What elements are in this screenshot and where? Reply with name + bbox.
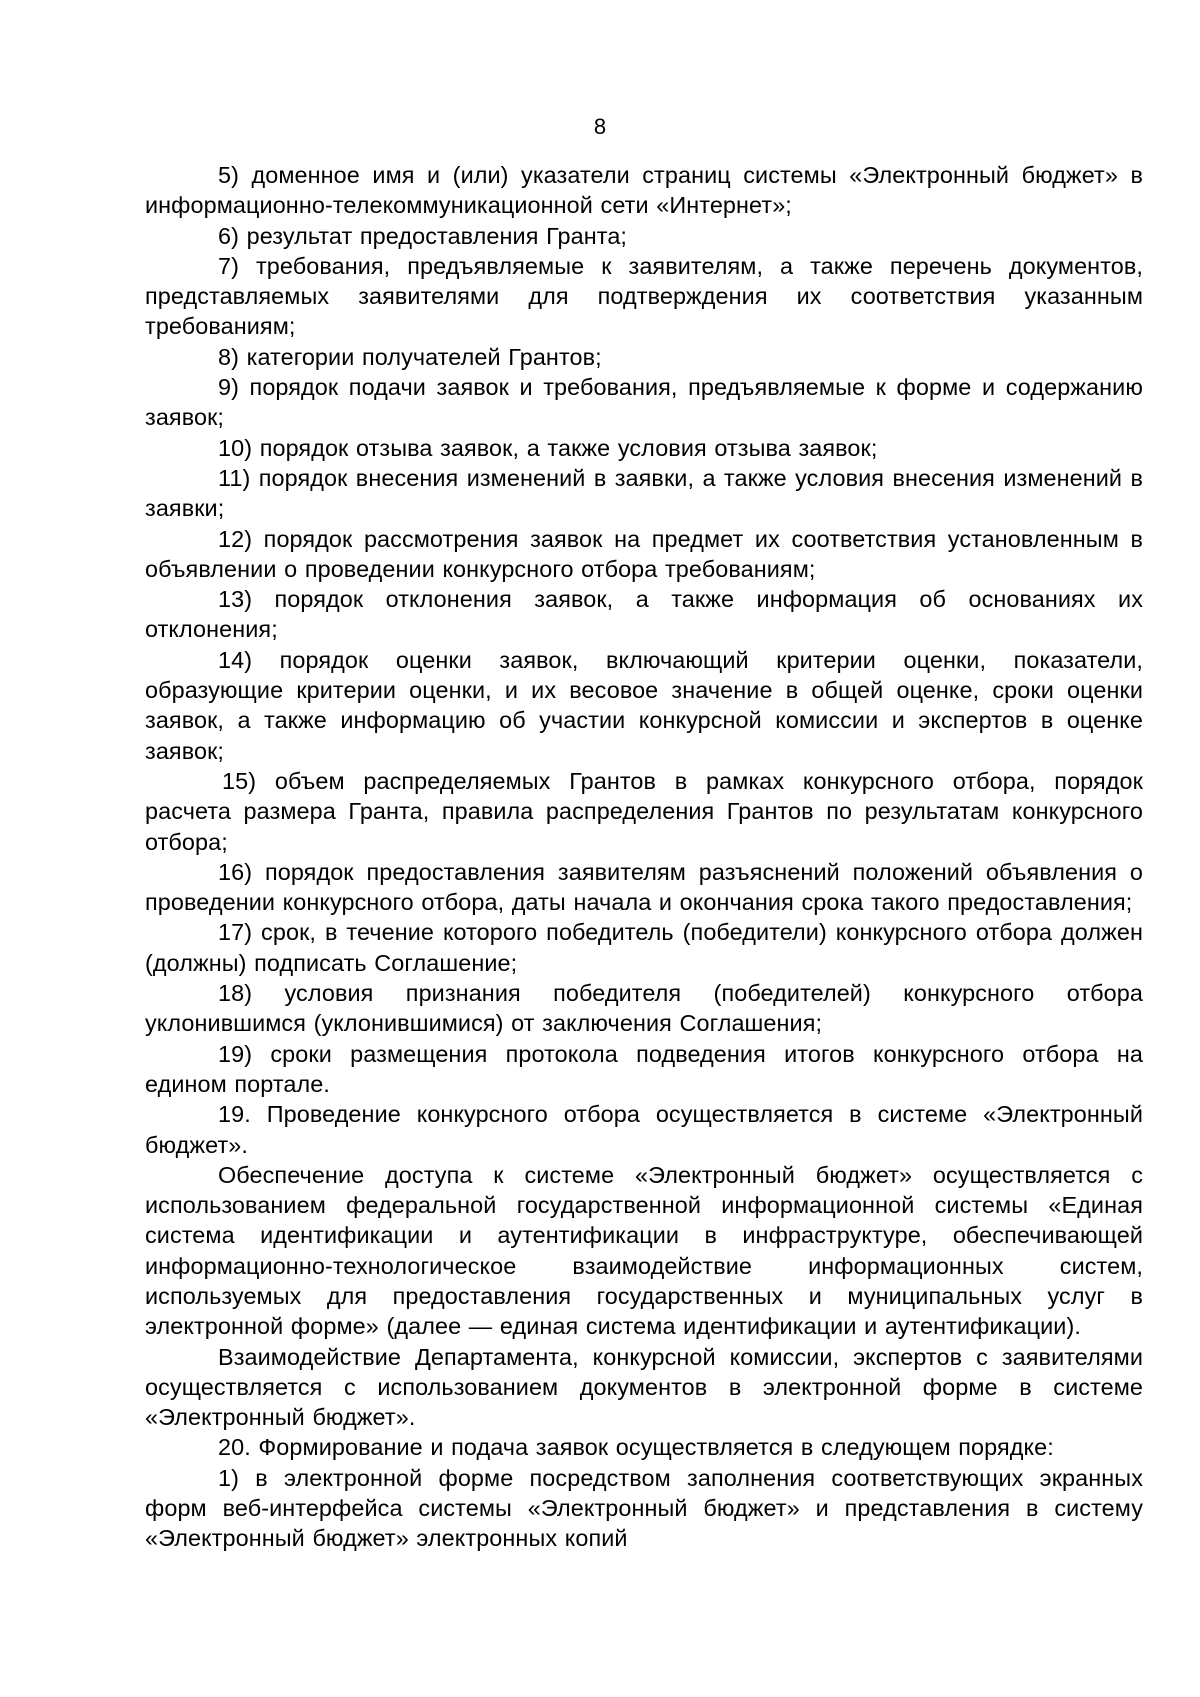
list-item-5-domain-name: 5) доменное имя и (или) указатели страниц системы «Электронный бюджет» в информационно-телекоммуникационной сети «Интернет»; bbox=[145, 162, 1143, 219]
list-item-9-submission-procedure: 9) порядок подачи заявок и требования, предъявляемые к форме и содержанию заявок; bbox=[145, 374, 1143, 431]
section-20-application-procedure: 20. Формирование и подача заявок осуществляется в следующем порядке: bbox=[218, 1434, 1054, 1461]
paragraph-system-access: Обеспечение доступа к системе «Электронный бюджет» осуществляется с использованием федеральной государственной информационной системы «Единая система идентификации и аутентификации в инфраструктуре, обеспечивающей информационно-технологическое взаимодействие информационных систем, используемых для предоставления государственных и муниципальных услуг в электронной форме» (далее — единая система идентификации и аутентификации). bbox=[145, 1161, 1143, 1340]
list-item-15-grant-volume: 15) объем распределяемых Грантов в рамках конкурсного отбора, порядок расчета размера Гранта, правила распределения Грантов по результатам конкурсного отбора; bbox=[145, 767, 1143, 855]
page-number: 8 bbox=[593, 114, 607, 139]
list-item-12-review-procedure: 12) порядок рассмотрения заявок на предмет их соответствия установленным в объявлении о проведении конкурсного отбора требованиям; bbox=[145, 525, 1143, 582]
document-body bbox=[145, 160, 1143, 1554]
list-item-18-evasion-conditions: 18) условия признания победителя (победителей) конкурсного отбора уклонившимся (уклонившимися) от заключения Соглашения; bbox=[145, 980, 1143, 1037]
list-item-14-evaluation-procedure: 14) порядок оценки заявок, включающий критерии оценки, показатели, образующие критерии оценки, и их весовое значение в общей оценке, сроки оценки заявок, а также информацию об участии конкурсной комиссии и экспертов в оценке заявок; bbox=[145, 646, 1143, 764]
section-19-selection-system: 19. Проведение конкурсного отбора осуществляется в системе «Электронный бюджет». bbox=[145, 1101, 1143, 1158]
list-item-16-clarification-procedure: 16) порядок предоставления заявителям разъяснений положений объявления о проведении конкурсного отбора, даты начала и окончания срока такого предоставления; bbox=[145, 858, 1143, 916]
list-item-6-grant-result: 6) результат предоставления Гранта; bbox=[218, 222, 628, 249]
list-item-17-signing-deadline: 17) срок, в течение которого победитель (победители) конкурсного отбора должен (должны) подписать Соглашение; bbox=[145, 919, 1143, 976]
list-item-10-withdrawal-procedure: 10) порядок отзыва заявок, а также условия отзыва заявок; bbox=[218, 434, 878, 461]
paragraph-interaction: Взаимодействие Департамента, конкурсной комиссии, экспертов с заявителями осуществляется с использованием документов в электронной форме в системе «Электронный бюджет». bbox=[145, 1343, 1143, 1431]
list-item-7-applicant-requirements: 7) требования, предъявляемые к заявителям, а также перечень документов, представляемых заявителями для подтверждения их соответствия указанным требованиям; bbox=[145, 252, 1143, 340]
list-item-19-protocol-publication: 19) сроки размещения протокола подведения итогов конкурсного отбора на едином портале. bbox=[145, 1040, 1143, 1097]
list-item-11-amendment-procedure: 11) порядок внесения изменений в заявки, а также условия внесения изменений в заявки; bbox=[145, 464, 1143, 522]
list-item-13-rejection-procedure: 13) порядок отклонения заявок, а также информация об основаниях их отклонения; bbox=[145, 586, 1143, 643]
list-item-8-recipient-categories: 8) категории получателей Грантов; bbox=[218, 343, 602, 370]
list-item-1-electronic-form: 1) в электронной форме посредством заполнения соответствующих экранных форм веб-интерфейса системы «Электронный бюджет» и представления в систему «Электронный бюджет» электронных копий bbox=[145, 1464, 1143, 1552]
